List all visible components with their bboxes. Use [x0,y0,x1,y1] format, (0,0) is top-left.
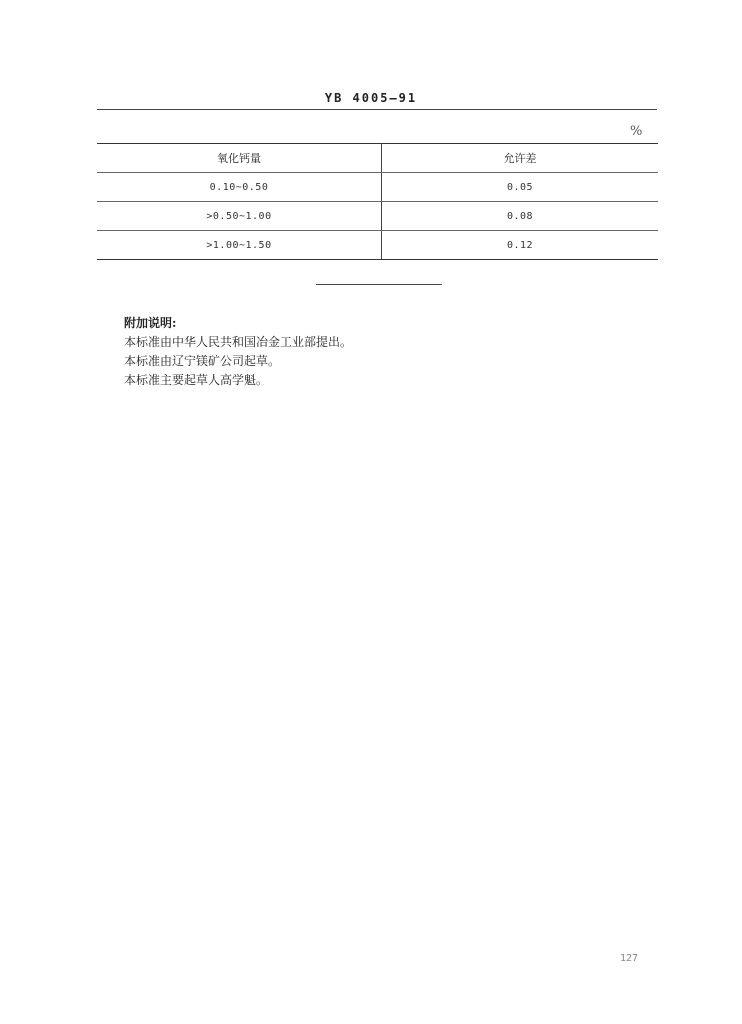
notes-line: 本标准由中华人民共和国冶金工业部提出。 [124,335,353,349]
tolerance-cell: 0.12 [382,231,659,260]
range-cell: >0.50~1.00 [97,202,382,231]
unit-label: % [630,124,643,139]
tolerance-cell: 0.08 [382,202,659,231]
column-header-tolerance: 允许差 [382,144,659,173]
notes-line: 本标准主要起草人高学魁。 [124,373,269,387]
table-row [97,231,658,260]
notes-line: 本标准由辽宁镁矿公司起草。 [124,354,281,368]
notes-title: 附加说明: [124,316,177,330]
additional-notes [124,314,352,390]
page-number: 127 [620,953,639,964]
table-header-row [97,144,658,173]
tolerance-cell: 0.05 [382,173,659,202]
end-of-standard-rule [316,284,442,285]
tolerance-table [97,143,658,260]
standard-code: YB 4005—91 [324,91,418,105]
table-row [97,173,658,202]
range-cell: 0.10~0.50 [97,173,382,202]
header-rule [97,109,657,110]
range-cell: >1.00~1.50 [97,231,382,260]
column-header-calcium-oxide: 氧化钙量 [97,144,382,173]
table-row [97,202,658,231]
